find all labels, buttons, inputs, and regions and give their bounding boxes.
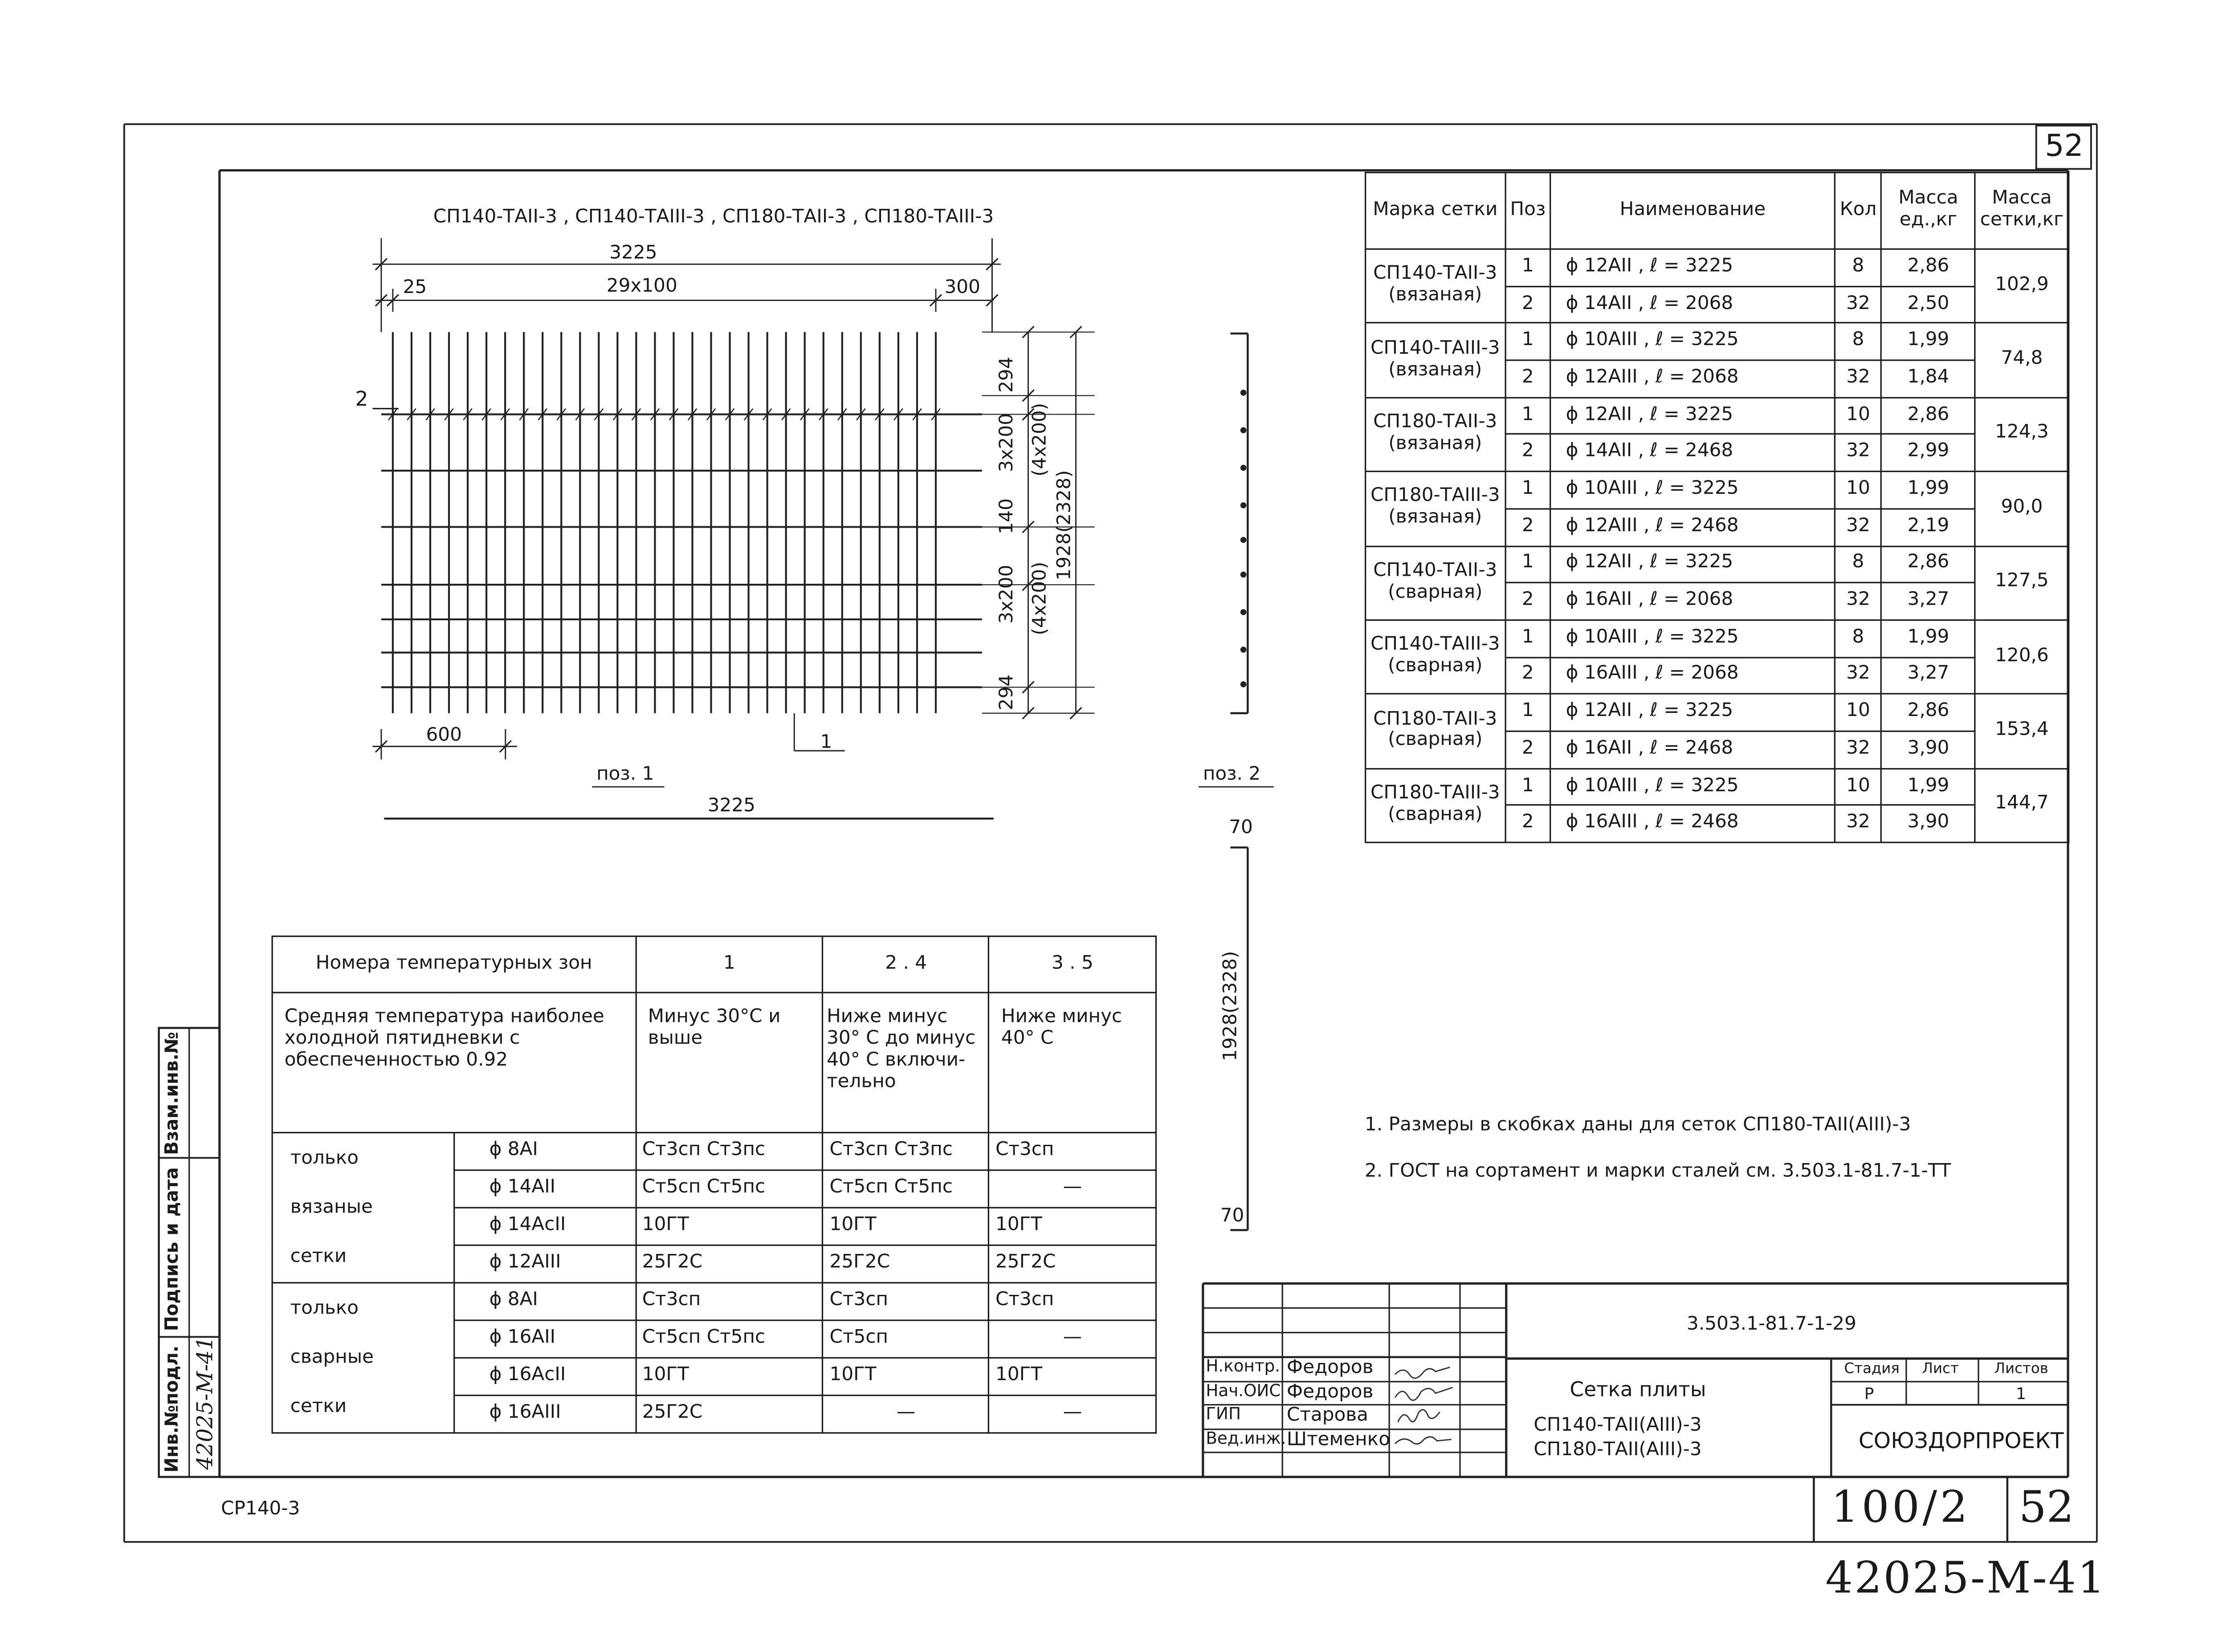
stamp-sign-date: Подпись и дата	[160, 1167, 182, 1331]
spec-qty: 10	[1835, 472, 1881, 509]
dim-140: 140	[996, 498, 1018, 534]
zone-header-2: 2 . 4	[823, 936, 989, 993]
steel-grade: —	[823, 1396, 989, 1433]
note-2: 2. ГОСТ на сортамент и марки сталей см. 3.503.1-81.7-1-ТТ	[1364, 1160, 1951, 1183]
stage-header: Стадия	[1844, 1361, 1900, 1378]
steel-grade: —	[989, 1170, 1156, 1208]
spec-item-name: ϕ 12АII , ℓ = 3225	[1551, 694, 1835, 731]
steel-grade: Ст3сп	[989, 1283, 1156, 1320]
spec-item-name: ϕ 10АIII , ℓ = 3225	[1551, 620, 1835, 657]
title-role: Нач.ОИС	[1206, 1380, 1281, 1401]
footer-box-left: 100/2	[1831, 1482, 1971, 1534]
spec-total-mass: 153,4	[1975, 694, 2068, 769]
spec-total-mass: 90,0	[1975, 472, 2068, 546]
pos2-label: поз. 2	[1203, 764, 1261, 785]
spec-unit-mass: 1,84	[1882, 360, 1975, 397]
spec-pos: 1	[1505, 694, 1551, 731]
steel-grade: Ст3сп Ст3пс	[823, 1133, 989, 1170]
spec-pos: 2	[1505, 731, 1551, 768]
steel-grade: Ст5сп Ст5пс	[636, 1320, 823, 1358]
spec-mark: СП180-ТАIII-3	[1370, 485, 1500, 508]
spec-total-mass: 74,8	[1975, 323, 2068, 398]
document-code: 3.503.1-81.7-1-29	[1687, 1314, 1856, 1336]
spec-item-name: ϕ 12АII , ℓ = 3225	[1551, 249, 1835, 286]
spec-pos: 1	[1505, 249, 1551, 286]
steel-grade: 25Г2С	[636, 1245, 823, 1282]
rebar-class: ϕ 12АIII	[454, 1245, 636, 1282]
spec-unit-mass: 3,90	[1882, 731, 1975, 768]
spec-unit-mass: 2,86	[1882, 397, 1975, 434]
zone-section-label-line: сварные	[290, 1346, 374, 1368]
dim-3x200-a: 3х200	[996, 413, 1018, 472]
rebar-class: ϕ 8АI	[454, 1283, 636, 1320]
spec-item-name: ϕ 10АIII , ℓ = 3225	[1551, 472, 1835, 509]
drawing-name-line2: СП140-ТАII(АIII)-3	[1534, 1415, 1702, 1437]
spec-item-name: ϕ 12АIII , ℓ = 2068	[1551, 360, 1835, 397]
spec-pos: 2	[1505, 286, 1551, 323]
stamp-inv-original: Инв.№подл.	[160, 1345, 182, 1473]
pos2-bottom-dim: 70	[1220, 1205, 1244, 1227]
temp-zone-3: Ниже минус 40° С	[989, 993, 1156, 1133]
spec-qty: 10	[1835, 768, 1881, 805]
spec-mark-type: (вязаная)	[1388, 433, 1482, 455]
spec-header-qty: Кол	[1835, 172, 1881, 249]
spec-mark-type: (сварная)	[1388, 804, 1483, 826]
spec-header-unit-mass: Масса ед.,кг	[1882, 172, 1975, 249]
spec-item-name: ϕ 16АIII , ℓ = 2068	[1551, 657, 1835, 694]
spec-total-mass: 144,7	[1975, 768, 2068, 842]
pos2-top-dim: 70	[1229, 817, 1253, 839]
spec-qty: 10	[1835, 397, 1881, 434]
steel-grade: 10ГТ	[636, 1208, 823, 1245]
spec-pos: 2	[1505, 806, 1551, 842]
spec-pos: 1	[1505, 620, 1551, 657]
pos2-marker: 2	[355, 388, 368, 412]
temp-zone-2: Ниже минус 30° С до минус 40° С включи- тельно	[823, 993, 989, 1133]
steel-grade: 25Г2С	[989, 1245, 1156, 1282]
spec-unit-mass: 1,99	[1882, 323, 1975, 360]
spec-unit-mass: 2,19	[1882, 509, 1975, 545]
steel-grade: —	[989, 1320, 1156, 1358]
spec-qty: 8	[1835, 546, 1881, 583]
pos1-label: поз. 1	[596, 764, 654, 785]
spec-mark: СП140-ТАII-3	[1373, 560, 1497, 582]
zone-section-label-line: сетки	[290, 1245, 347, 1267]
spec-item-name: ϕ 16АII , ℓ = 2468	[1551, 731, 1835, 768]
spec-qty: 32	[1835, 657, 1881, 694]
spec-unit-mass: 3,90	[1882, 806, 1975, 842]
spec-unit-mass: 2,86	[1882, 694, 1975, 731]
steel-grade: Ст3сп	[989, 1133, 1156, 1170]
steel-grade: 10ГТ	[989, 1208, 1156, 1245]
zone-section-label-line: сетки	[290, 1395, 347, 1417]
spec-qty: 8	[1835, 323, 1881, 360]
rebar-class: ϕ 14АсII	[454, 1208, 636, 1245]
steel-grade: 10ГТ	[989, 1358, 1156, 1395]
zone-header-1: 1	[636, 936, 823, 993]
bottom-archive-code: 42025-М-41	[1825, 1553, 2107, 1604]
spec-qty: 8	[1835, 249, 1881, 286]
spec-qty: 32	[1835, 806, 1881, 842]
spec-qty: 32	[1835, 360, 1881, 397]
steel-grade: 10ГТ	[823, 1208, 989, 1245]
dim-edge-294-bottom: 294	[996, 674, 1018, 711]
steel-grade: 25Г2С	[636, 1396, 823, 1433]
spec-mark-type: (вязаная)	[1388, 285, 1482, 306]
steel-grade: Ст5сп Ст5пс	[823, 1170, 989, 1208]
dim-left-offset: 25	[403, 277, 427, 299]
spec-mark: СП140-ТАIII-3	[1370, 337, 1500, 359]
dim-edge-294-top: 294	[996, 357, 1018, 393]
steel-grade: 10ГТ	[823, 1358, 989, 1395]
spec-mark-type: (вязаная)	[1388, 507, 1482, 529]
spec-qty: 32	[1835, 583, 1881, 620]
title-person: Федоров	[1286, 1357, 1374, 1379]
stage-value: Р	[1864, 1384, 1874, 1404]
note-1: 1. Размеры в скобках даны для сеток СП180-ТАII(АIII)-3	[1364, 1115, 1911, 1136]
dim-spacing: 29х100	[606, 276, 677, 297]
stamp-inv-original-value: 42025-М-41	[192, 1336, 218, 1470]
spec-header-total-mass: Масса сетки,кг	[1975, 172, 2068, 249]
spec-pos: 2	[1505, 435, 1551, 472]
spec-mark-type: (сварная)	[1388, 655, 1483, 677]
spec-pos: 1	[1505, 323, 1551, 360]
title-role: Н.контр.	[1206, 1355, 1281, 1376]
dim-overall: 3225	[609, 242, 657, 264]
zone-section-label-line: только	[290, 1297, 359, 1319]
spec-mark: СП180-ТАII-3	[1373, 411, 1497, 433]
drawing-name-line1: Сетка плиты	[1570, 1379, 1706, 1402]
footer-box-right: 52	[2019, 1482, 2074, 1534]
spec-item-name: ϕ 16АIII , ℓ = 2468	[1551, 806, 1835, 842]
spec-unit-mass: 2,99	[1882, 435, 1975, 472]
dim-bottom-600: 600	[426, 724, 462, 747]
spec-qty: 32	[1835, 435, 1881, 472]
temp-description: Средняя температура наиболее холодной пятидневки с обеспеченностью 0.92	[272, 993, 636, 1133]
spec-unit-mass: 2,50	[1882, 286, 1975, 323]
pos1-marker: 1	[820, 732, 832, 754]
dim-4x200-b: (4х200)	[1029, 562, 1052, 635]
zone-section-label-line: вязаные	[290, 1196, 373, 1218]
spec-item-name: ϕ 10АIII , ℓ = 3225	[1551, 768, 1835, 805]
spec-pos: 1	[1505, 472, 1551, 509]
spec-mark: СП180-ТАIII-3	[1370, 782, 1500, 804]
spec-pos: 2	[1505, 360, 1551, 397]
title-person: Федоров	[1286, 1381, 1374, 1404]
zone-section-label-line: только	[290, 1147, 359, 1169]
dim-right-offset: 300	[944, 277, 980, 299]
sheets-value: 1	[2016, 1384, 2026, 1404]
corner-sheet-number: 52	[2045, 128, 2084, 163]
spec-item-name: ϕ 14АII , ℓ = 2068	[1551, 286, 1835, 323]
title-role: ГИП	[1206, 1403, 1241, 1424]
spec-unit-mass: 1,99	[1882, 768, 1975, 805]
spec-unit-mass: 2,86	[1882, 249, 1975, 286]
dim-3x200-b: 3х200	[996, 565, 1018, 624]
steel-grade: 10ГТ	[636, 1358, 823, 1395]
spec-pos: 2	[1505, 657, 1551, 694]
organization-name: СОЮЗДОРПРОЕКТ	[1858, 1428, 2064, 1454]
steel-grade: Ст5сп Ст5пс	[636, 1170, 823, 1208]
title-role: Вед.инж.	[1206, 1428, 1286, 1449]
spec-qty: 10	[1835, 694, 1881, 731]
spec-item-name: ϕ 12АII , ℓ = 3225	[1551, 397, 1835, 434]
spec-unit-mass: 1,99	[1882, 472, 1975, 509]
rebar-class: ϕ 8АI	[454, 1133, 636, 1170]
sheets-header: Листов	[1994, 1361, 2048, 1378]
spec-total-mass: 127,5	[1975, 546, 2068, 620]
spec-pos: 1	[1505, 397, 1551, 434]
steel-grade: —	[989, 1396, 1156, 1433]
spec-mark-type: (вязаная)	[1388, 358, 1482, 381]
spec-qty: 8	[1835, 620, 1881, 657]
spec-header-name: Наименование	[1551, 172, 1835, 249]
spec-unit-mass: 1,99	[1882, 620, 1975, 657]
temp-zone-1: Минус 30°С и выше	[636, 993, 823, 1133]
rebar-class: ϕ 16АIII	[454, 1396, 636, 1433]
spec-header-pos: Поз	[1505, 172, 1551, 249]
steel-grade: Ст5сп	[823, 1320, 989, 1358]
spec-item-name: ϕ 14АII , ℓ = 2468	[1551, 435, 1835, 472]
steel-grade: 25Г2С	[823, 1245, 989, 1282]
spec-pos: 1	[1505, 546, 1551, 583]
rebar-class: ϕ 14АII	[454, 1170, 636, 1208]
pos1-length: 3225	[707, 795, 756, 818]
title-person: Штеменко	[1286, 1429, 1391, 1451]
spec-total-mass: 124,3	[1975, 397, 2068, 472]
zone-header-label: Номера температурных зон	[272, 936, 636, 993]
steel-grade: Ст3сп	[636, 1283, 823, 1320]
steel-grade: Ст3сп	[823, 1283, 989, 1320]
spec-unit-mass: 3,27	[1882, 583, 1975, 620]
pos2-length: 1928(2328)	[1220, 951, 1242, 1062]
spec-item-name: ϕ 12АII , ℓ = 3225	[1551, 546, 1835, 583]
spec-header-mark: Марка сетки	[1366, 172, 1505, 249]
spec-qty: 32	[1835, 731, 1881, 768]
dim-4x200-a: (4х200)	[1029, 403, 1052, 476]
drawing-name-line3: СП180-ТАII(АIII)-3	[1534, 1439, 1702, 1461]
spec-unit-mass: 3,27	[1882, 657, 1975, 694]
drawing-title: СП140-ТАII-3 , СП140-ТАIII-3 , СП180-ТАII-3 , СП180-ТАIII-3	[433, 206, 994, 228]
sheet-header: Лист	[1922, 1361, 1959, 1378]
spec-mark: СП180-ТАII-3	[1373, 708, 1497, 730]
spec-pos: 2	[1505, 583, 1551, 620]
spec-qty: 32	[1835, 509, 1881, 545]
spec-qty: 32	[1835, 286, 1881, 323]
spec-mark: СП140-ТАIII-3	[1370, 634, 1500, 656]
steel-grade: Ст3сп Ст3пс	[636, 1133, 823, 1170]
spec-total-mass: 120,6	[1975, 620, 2068, 694]
footer-series: СР140-3	[221, 1498, 300, 1521]
signatures	[1395, 1367, 1453, 1444]
spec-total-mass: 102,9	[1975, 249, 2068, 323]
spec-item-name: ϕ 16АII , ℓ = 2068	[1551, 583, 1835, 620]
stamp-inv-replace: Взам.инв.№	[160, 1032, 182, 1155]
spec-unit-mass: 2,86	[1882, 546, 1975, 583]
spec-mark: СП140-ТАII-3	[1373, 263, 1497, 285]
zone-header-3: 3 . 5	[989, 936, 1156, 993]
title-person: Старова	[1286, 1404, 1368, 1427]
spec-mark-type: (сварная)	[1388, 581, 1483, 603]
rebar-class: ϕ 16АсII	[454, 1358, 636, 1395]
spec-mark-type: (сварная)	[1388, 729, 1483, 752]
spec-item-name: ϕ 10АIII , ℓ = 3225	[1551, 323, 1835, 360]
spec-item-name: ϕ 12АIII , ℓ = 2468	[1551, 509, 1835, 545]
spec-pos: 2	[1505, 509, 1551, 545]
dim-total-height: 1928(2328)	[1054, 470, 1076, 581]
rebar-class: ϕ 16АII	[454, 1320, 636, 1358]
spec-pos: 1	[1505, 768, 1551, 805]
